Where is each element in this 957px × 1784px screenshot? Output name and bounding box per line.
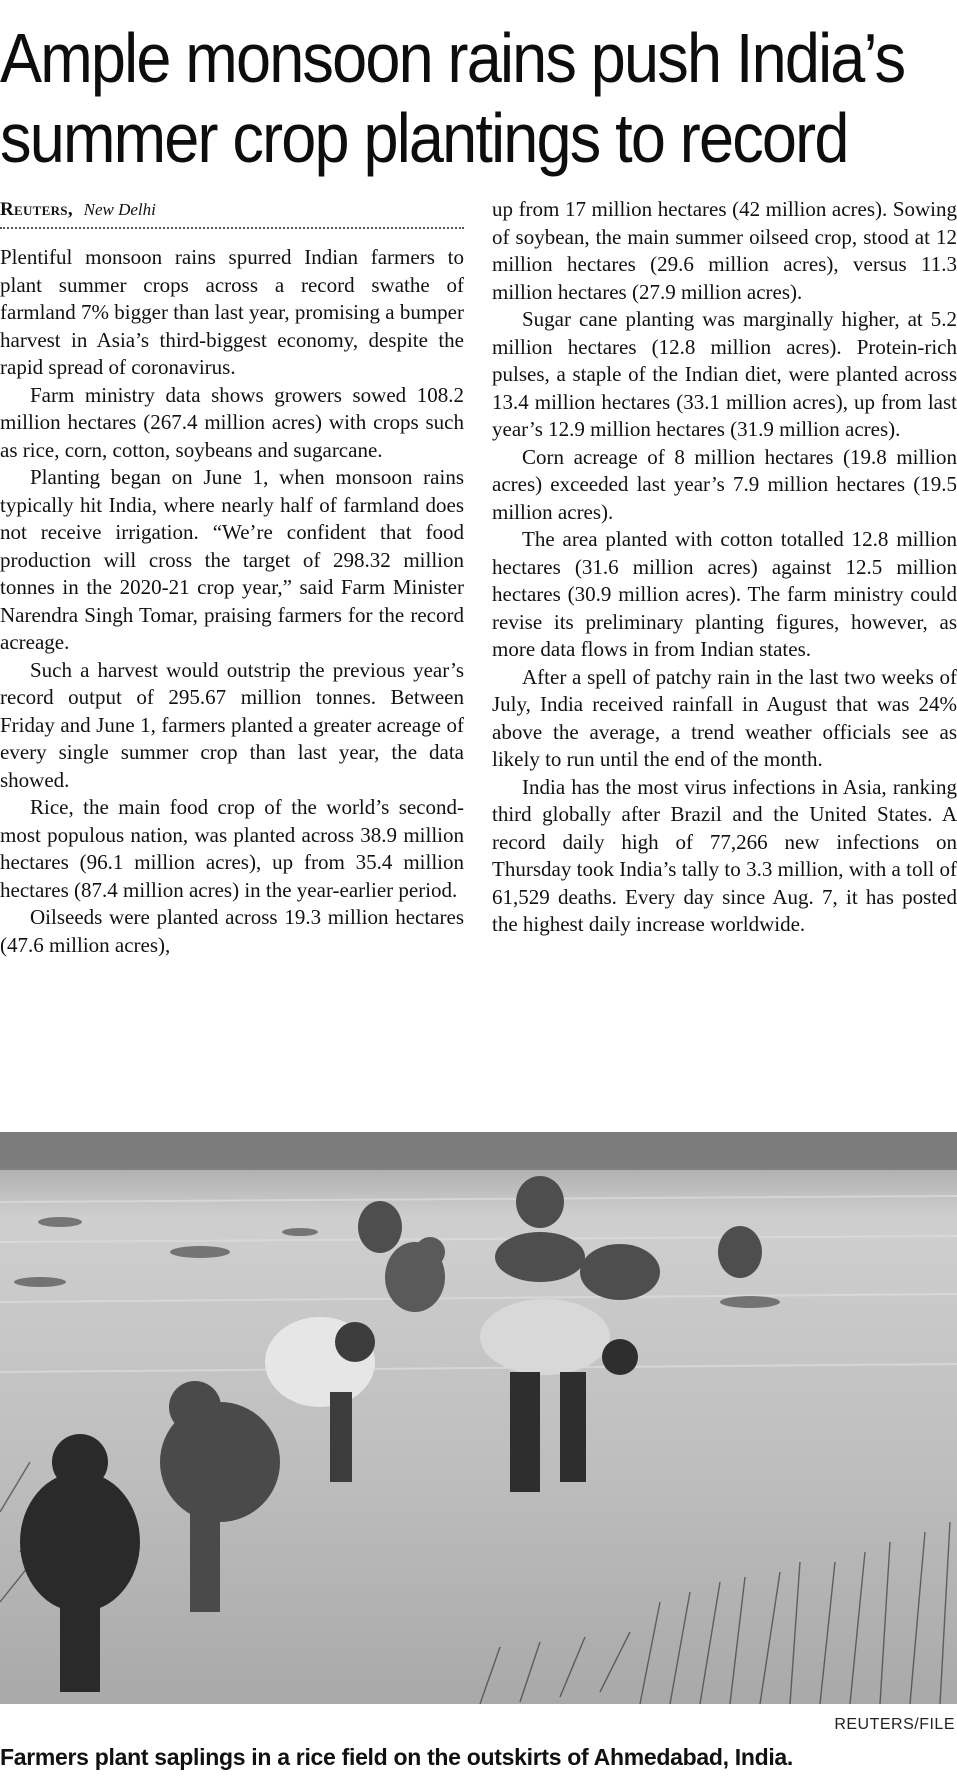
- article-paragraph: Sugar cane planting was marginally higher, at 5.2 million hectares (12.8 million acres). Protein-rich pulses, a staple of the Indian diet, were planted across 13.4 million hectares (33.1 million acres), up from last year’s 12.9 million hectares (31.9 million acres).: [492, 307, 957, 441]
- article-paragraph: Corn acreage of 8 million hectares (19.8 million acres) exceeded last year’s 7.9 million hectares (19.5 million acres).: [492, 444, 957, 524]
- photo-credit: REUTERS/FILE: [834, 1716, 955, 1733]
- article-paragraph: Planting began on June 1, when monsoon rains typically hit India, where nearly half of farmland does not receive irrigation. “We’re confident that food production will cross the target of 298.32 million tonnes in the 2020-21 crop year,” said Farm Minister Narendra Singh Tomar, praising farmers for the record acreage.: [0, 465, 464, 654]
- news-photo: [0, 1132, 957, 1704]
- article-column-left: [0, 244, 464, 959]
- rice-field-photo-illustration: [0, 1132, 957, 1704]
- article-paragraph: Oilseeds were planted across 19.3 million hectares (47.6 million acres),: [0, 905, 464, 957]
- article-paragraph: Farm ministry data shows growers sowed 108.2 million hectares (267.4 million acres) with crops such as rice, corn, cotton, soybeans and sugarcane.: [0, 382, 464, 462]
- article-paragraph: Such a harvest would outstrip the previous year’s record output of 295.67 million tonnes. Between Friday and June 1, farmers planted a greater acreage of every single summer crop than last year, the data showed.: [0, 657, 464, 792]
- headline-line-2: summer crop plantings to record: [0, 99, 848, 177]
- headline: [0, 18, 905, 178]
- article-paragraph-continued: up from 17 million hectares (42 million acres). Sowing of soybean, the main summer oilseed crop, stood at 12 million hectares (29.6 million acres), versus 11.3 million hectares (27.9 million acres).: [492, 197, 957, 304]
- article-paragraph: India has the most virus infections in Asia, ranking third globally after Brazil and the United States. A record daily high of 77,266 new infections on Thursday took India’s tally to 3.3 million, with a toll of 61,529 deaths. Every day since Aug. 7, it has posted the highest daily increase worldwide.: [492, 774, 957, 936]
- article-paragraph: Rice, the main food crop of the world’s second-most populous nation, was planted across 38.9 million hectares (96.1 million acres), up from 35.4 million hectares (87.4 million acres) in the year-earlier period.: [0, 795, 464, 902]
- article-paragraph: Plentiful monsoon rains spurred Indian farmers to plant summer crops across a record swathe of farmland 7% bigger than last year, promising a bumper harvest in Asia’s third-biggest economy, despite the rapid spread of coronavirus.: [0, 245, 464, 379]
- byline: [0, 199, 464, 229]
- article-paragraph: After a spell of patchy rain in the last two weeks of July, India received rainfall in August that was 24% above the average, a trend weather officials see as likely to run until the end of the month.: [492, 664, 957, 771]
- byline-dateline: New Delhi: [83, 200, 156, 219]
- byline-agency: Reuters,: [0, 199, 73, 220]
- headline-line-1: Ample monsoon rains push India’s: [0, 19, 905, 97]
- photo-caption: Farmers plant saplings in a rice field on the outskirts of Ahmedabad, India.: [0, 1744, 794, 1770]
- article-paragraph: The area planted with cotton totalled 12.8 million hectares (31.6 million acres) against 12.5 million hectares (30.9 million acres). The farm ministry could revise its preliminary planting figures, however, as more data flows in from Indian states.: [492, 527, 957, 661]
- article-column-right: [492, 196, 957, 939]
